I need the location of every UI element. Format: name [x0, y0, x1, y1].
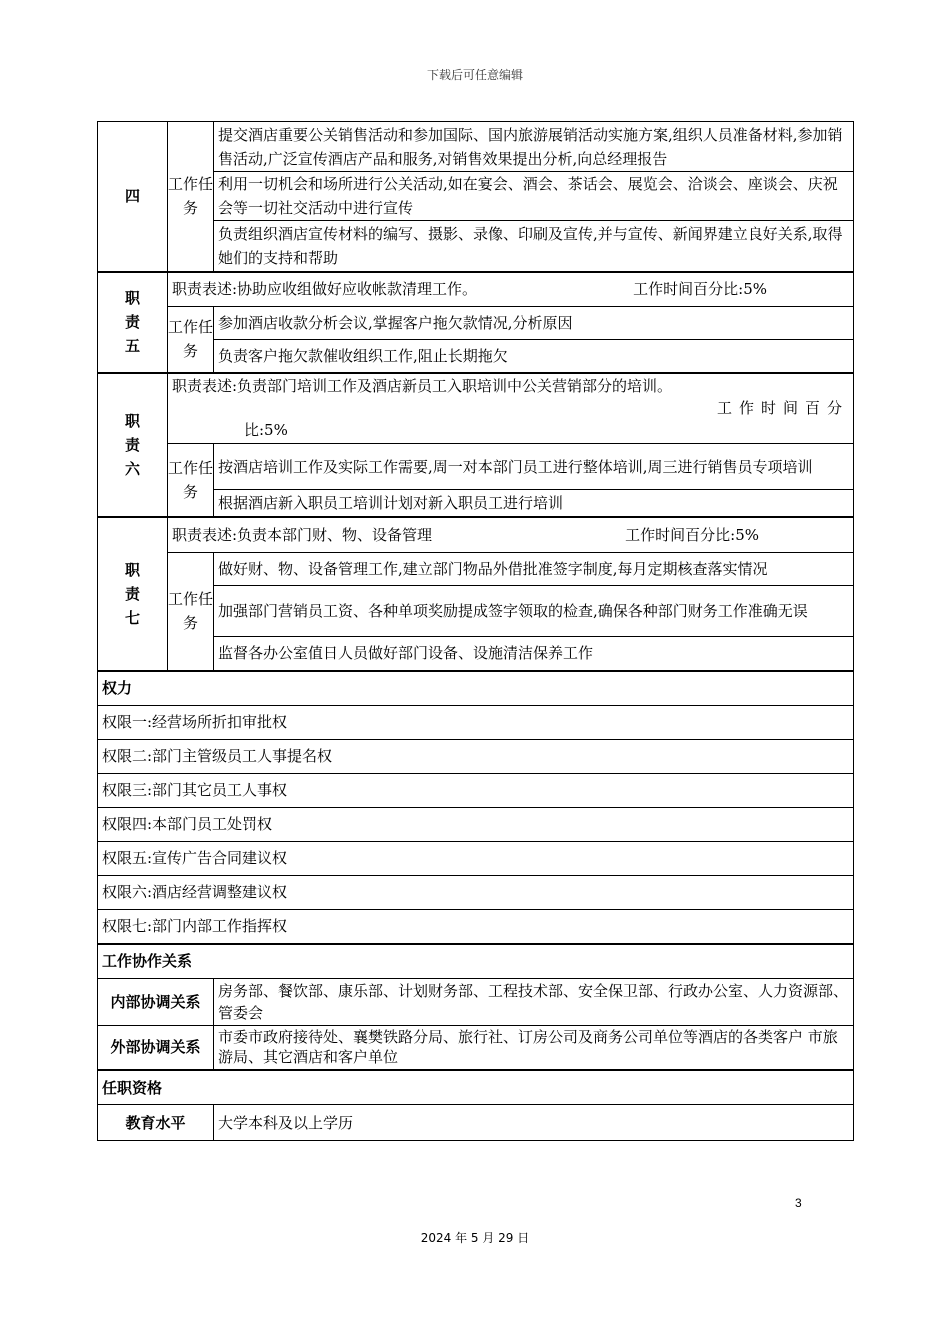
- duty4-task-3: 负责组织酒店宣传材料的编写、摄影、录像、印刷及宣传,并与宣传、新闻界建立良好关系,取得她们的支持和帮助: [214, 221, 854, 272]
- duty7-label: 职责七: [98, 517, 168, 671]
- duty7-ratio: 工作时间百分比:5%: [625, 525, 759, 544]
- duty7-statement-row: [168, 517, 854, 553]
- authority-item: 权限一:经营场所折扣审批权: [98, 705, 854, 739]
- cooperation-title: 工作协作关系: [98, 944, 854, 979]
- authority-item: 权限四:本部门员工处罚权: [98, 807, 854, 841]
- internal-label: 内部协调关系: [98, 978, 214, 1025]
- duty5-statement-row: [168, 272, 854, 307]
- duty7-task-2: 加强部门营销员工资、各种单项奖励提成签字领取的检查,确保各种部门财务工作准确无误: [214, 586, 854, 637]
- external-label: 外部协调关系: [98, 1025, 214, 1070]
- duty6-ratio-b: 比:5%: [244, 421, 288, 440]
- authority-title: 权力: [98, 671, 854, 706]
- authority-item: 权限五:宣传广告合同建议权: [98, 841, 854, 875]
- internal-relations: 房务部、餐饮部、康乐部、计划财务部、工程技术部、安全保卫部、行政办公室、人力资源部、管委会: [214, 978, 854, 1025]
- education-label: 教育水平: [98, 1105, 214, 1141]
- duty7-statement: 职责表述:负责本部门财、物、设备管理: [172, 525, 433, 544]
- authority-item: 权限六:酒店经营调整建议权: [98, 875, 854, 909]
- authority-item: 权限三:部门其它员工人事权: [98, 773, 854, 807]
- page-number: 3: [795, 1196, 802, 1210]
- education-value: 大学本科及以上学历: [214, 1105, 854, 1141]
- qualification-title: 任职资格: [98, 1070, 854, 1105]
- duty5-statement: 职责表述:协助应收组做好应收帐款清理工作。: [172, 280, 478, 299]
- duty5-task-2: 负责客户拖欠款催收组织工作,阻止长期拖欠: [214, 340, 854, 373]
- duty5-ratio: 工作时间百分比:5%: [633, 280, 767, 299]
- duty5-task-1: 参加酒店收款分析会议,掌握客户拖欠款情况,分析原因: [214, 307, 854, 340]
- duty7-task-label: 工作任务: [168, 553, 214, 671]
- duty6-ratio-a: 工作时间百分: [716, 399, 849, 418]
- authority-item: 权限二:部门主管级员工人事提名权: [98, 739, 854, 773]
- duty7-task-1: 做好财、物、设备管理工作,建立部门物品外借批准签字制度,每月定期核查落实情况: [214, 553, 854, 586]
- authority-item: 权限七:部门内部工作指挥权: [98, 909, 854, 944]
- duty6-task-1: 按酒店培训工作及实际工作需要,周一对本部门员工进行整体培训,周三进行销售员专项培训: [214, 444, 854, 490]
- duty7-task-3: 监督各办公室值日人员做好部门设备、设施清洁保养工作: [214, 637, 854, 671]
- job-description-table: [97, 121, 854, 1141]
- duty6-statement-row: [168, 373, 854, 444]
- duty6-task-2: 根据酒店新入职员工培训计划对新入职员工进行培训: [214, 490, 854, 517]
- duty4-task-2: 利用一切机会和场所进行公关活动,如在宴会、酒会、茶话会、展览会、洽谈会、座谈会、庆祝会等一切社交活动中进行宣传: [214, 172, 854, 221]
- external-relations: 市委市政府接待处、襄樊铁路分局、旅行社、订房公司及商务公司单位等酒店的各类客户 市旅游局、其它酒店和客户单位: [214, 1025, 854, 1070]
- duty5-label: 职责五: [98, 272, 168, 373]
- duty4-task-label: 工作任务: [168, 122, 214, 272]
- duty6-task-label: 工作任务: [168, 444, 214, 517]
- page-header: 下载后可任意编辑: [426, 68, 523, 82]
- duty6-statement: 职责表述:负责部门培训工作及酒店新员工入职培训中公关营销部分的培训。: [172, 377, 673, 396]
- duty6-label: 职责六: [98, 373, 168, 517]
- duty5-task-label: 工作任务: [168, 307, 214, 373]
- duty4-task-1: 提交酒店重要公关销售活动和参加国际、国内旅游展销活动实施方案,组织人员准备材料,参加销售活动,广泛宣传酒店产品和服务,对销售效果提出分析,向总经理报告: [214, 122, 854, 172]
- duty4-label: 四: [98, 122, 168, 272]
- footer-date: 2024 年 5 月 29 日: [420, 1231, 530, 1245]
